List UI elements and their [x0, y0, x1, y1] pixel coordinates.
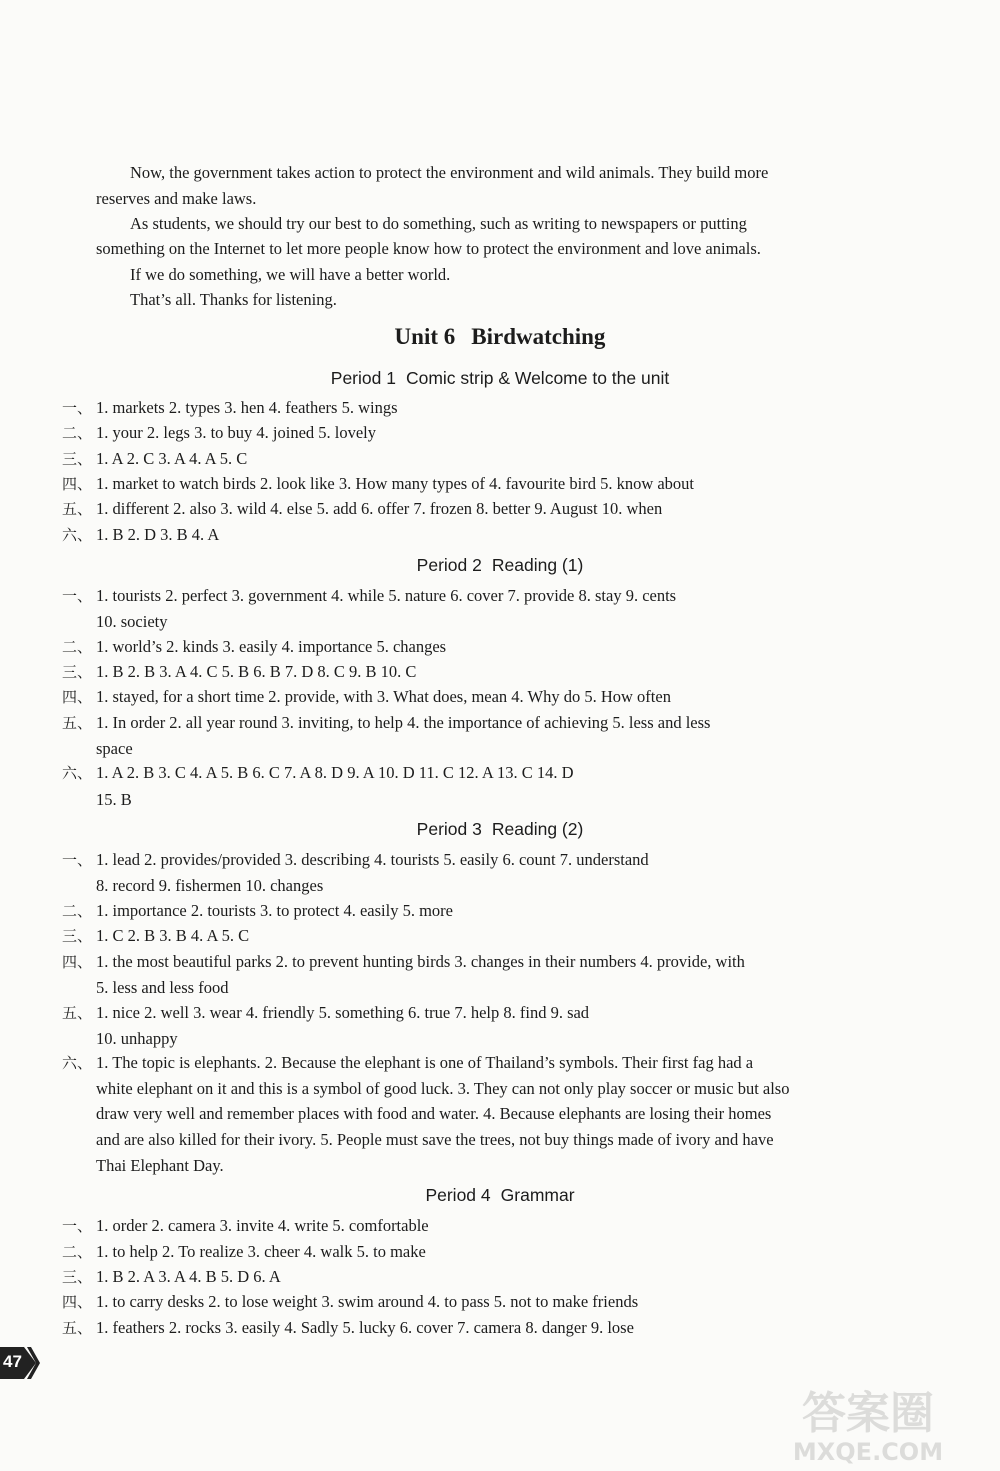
answer-line: 10. society	[96, 612, 168, 631]
answer-line: 四、 1. market to watch birds 2. look like 3. How many types of 4. favourite bird 5. know about	[62, 474, 695, 493]
answer-line: 5. less and less food	[96, 978, 229, 997]
page-number-badge	[0, 1343, 40, 1383]
answer-line: 10. unhappy	[96, 1029, 178, 1048]
answer-line: 一、 1. order 2. camera 3. invite 4. write 5. comfortable	[62, 1216, 429, 1235]
intro-line: reserves and make laws.	[96, 189, 257, 208]
period-heading	[0, 366, 1000, 390]
period-title: Grammar	[500, 1185, 575, 1205]
answer-line: 三、 1. B 2. A 3. A 4. B 5. D 6. A	[62, 1267, 281, 1286]
intro-line: something on the Internet to let more people know how to protect the environment and love animals.	[96, 239, 761, 258]
answer-line: draw very well and remember places with food and water. 4. Because elephants are losing their homes	[96, 1104, 772, 1123]
answer-line: Thai Elephant Day.	[96, 1156, 224, 1175]
answer-line: 五、 1. nice 2. well 3. wear 4. friendly 5. something 6. true 7. help 8. find 9. sad	[62, 1003, 590, 1022]
unit-name: Birdwatching	[471, 324, 606, 349]
page-number: 47	[3, 1352, 22, 1371]
period-heading	[0, 553, 1000, 577]
answer-line: 二、 1. your 2. legs 3. to buy 4. joined 5. lovely	[62, 423, 377, 442]
answer-line: 五、 1. In order 2. all year round 3. inviting, to help 4. the importance of achieving 5. less and less	[62, 713, 711, 732]
answer-line: 二、 1. to help 2. To realize 3. cheer 4. walk 5. to make	[62, 1242, 426, 1261]
period-label: Period 3	[416, 819, 482, 839]
answer-line: 二、 1. importance 2. tourists 3. to protect 4. easily 5. more	[62, 901, 453, 920]
answer-line: 五、 1. different 2. also 3. wild 4. else 5. add 6. offer 7. frozen 8. better 9. August 10. when	[62, 499, 663, 518]
period-label: Period 4	[425, 1185, 491, 1205]
answer-line: 四、 1. to carry desks 2. to lose weight 3. swim around 4. to pass 5. not to make friends	[62, 1292, 639, 1311]
period-heading	[0, 817, 1000, 841]
answer-line: 一、 1. lead 2. provides/provided 3. describing 4. tourists 5. easily 6. count 7. understand	[62, 850, 649, 869]
intro-line: As students, we should try our best to do something, such as writing to newspapers or putting	[130, 214, 747, 233]
answer-line: 8. record 9. fishermen 10. changes	[96, 876, 324, 895]
svg-text:MXQE.COM: MXQE.COM	[792, 1438, 944, 1465]
answer-line: white elephant on it and this is a symbol of good luck. 3. They can not only play soccer or music but also	[96, 1079, 790, 1098]
period-title: Reading (1)	[491, 555, 584, 575]
answer-line: 五、 1. feathers 2. rocks 3. easily 4. Sadly 5. lucky 6. cover 7. camera 8. danger 9. lose	[62, 1318, 634, 1337]
period-label: Period 2	[416, 555, 482, 575]
answer-line: and are also killed for their ivory. 5. People must save the trees, not buy things made of ivory and have	[96, 1130, 774, 1149]
answer-line: space	[96, 739, 133, 758]
intro-line: If we do something, we will have a better world.	[130, 265, 451, 284]
answer-line: 六、 1. A 2. B 3. C 4. A 5. B 6. C 7. A 8. D 9. A 10. D 11. C 12. A 13. C 14. D	[62, 763, 574, 782]
period-heading	[0, 1183, 1000, 1207]
period-title: Comic strip & Welcome to the unit	[405, 368, 670, 388]
unit-title	[0, 322, 1000, 352]
answer-line: 四、 1. the most beautiful parks 2. to prevent hunting birds 3. changes in their numbers 4. provide, with	[62, 952, 745, 971]
intro-line: Now, the government takes action to protect the environment and wild animals. They build more	[130, 163, 769, 182]
answer-line: 三、 1. C 2. B 3. B 4. A 5. C	[62, 926, 250, 945]
answer-line: 15. B	[96, 790, 132, 809]
svg-text:答案圈: 答案圈	[802, 1388, 934, 1439]
period-title: Reading (2)	[491, 819, 584, 839]
answer-line: 二、 1. world’s 2. kinds 3. easily 4. importance 5. changes	[62, 637, 447, 656]
answer-line: 六、 1. The topic is elephants. 2. Because the elephant is one of Thailand’s symbols. Their first fag had a	[62, 1053, 754, 1072]
answer-line: 一、 1. markets 2. types 3. hen 4. feathers 5. wings	[62, 398, 398, 417]
answer-line: 四、 1. stayed, for a short time 2. provide, with 3. What does, mean 4. Why do 5. How often	[62, 687, 671, 706]
unit-number: Unit 6	[394, 324, 456, 349]
answer-line: 三、 1. A 2. C 3. A 4. A 5. C	[62, 449, 248, 468]
answer-line: 六、 1. B 2. D 3. B 4. A	[62, 525, 220, 544]
answer-line: 一、 1. tourists 2. perfect 3. government 4. while 5. nature 6. cover 7. provide 8. stay 9. cents	[62, 586, 677, 605]
intro-line: That’s all. Thanks for listening.	[130, 290, 337, 309]
period-label: Period 1	[330, 368, 396, 388]
answer-line: 三、 1. B 2. B 3. A 4. C 5. B 6. B 7. D 8. C 9. B 10. C	[62, 662, 417, 681]
watermark-logo	[748, 1380, 988, 1465]
